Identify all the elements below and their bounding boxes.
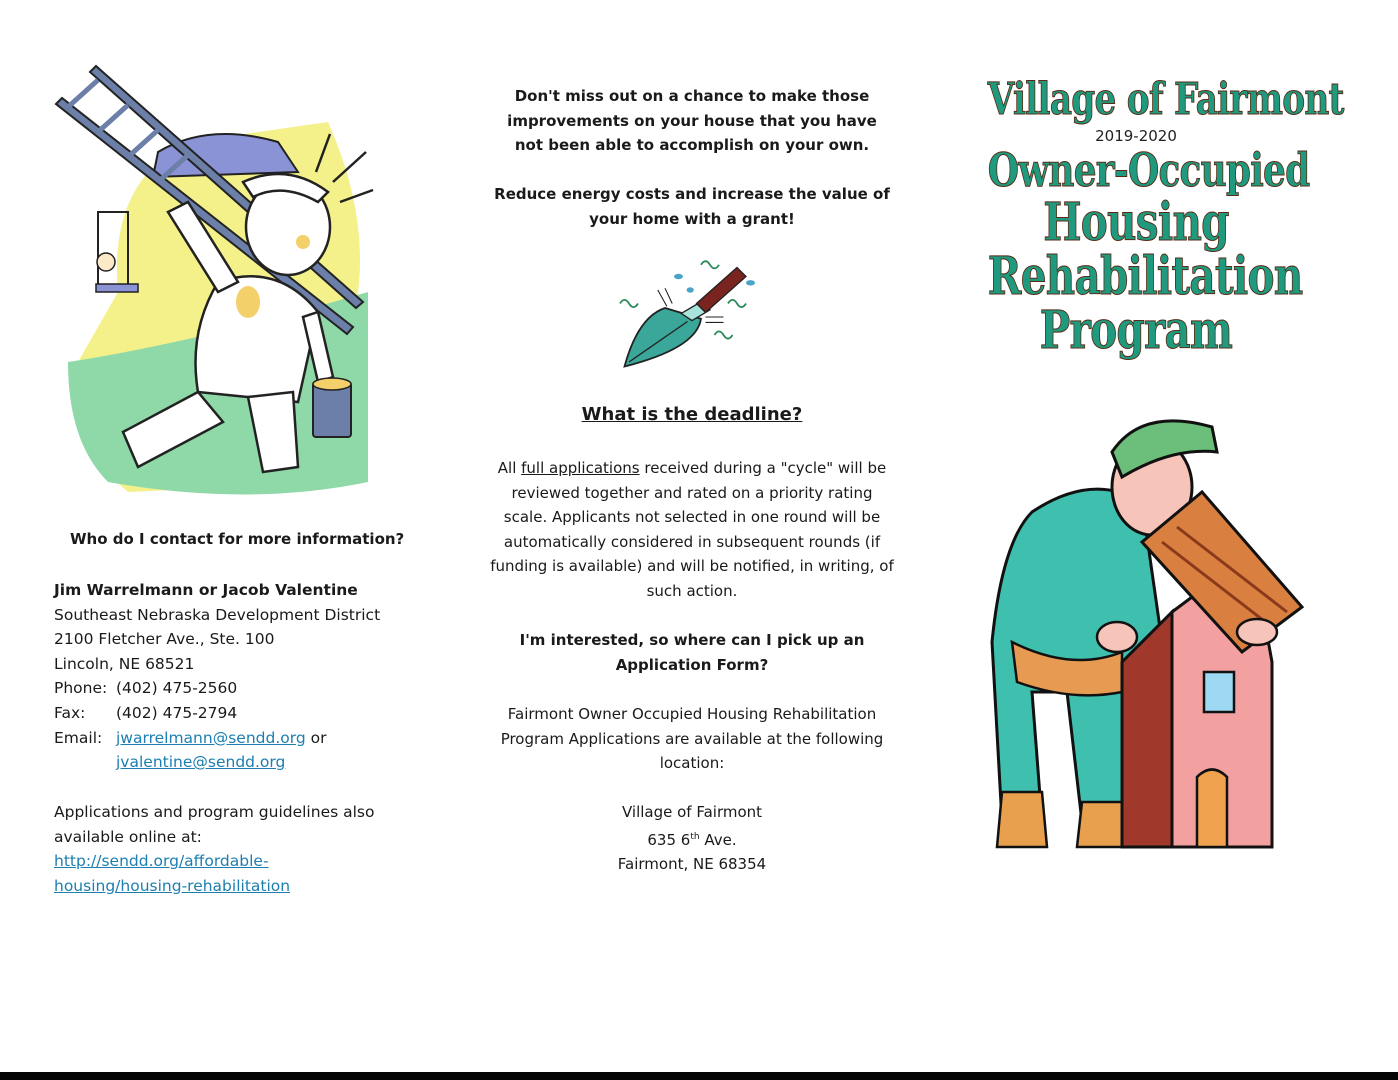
online-info (54, 800, 454, 898)
trowel-icon (602, 254, 782, 380)
location-name: Village of Fairmont (621, 803, 763, 821)
online-text-1: Applications and program guidelines also (54, 803, 375, 821)
program-year: 2019-2020 (1095, 127, 1177, 145)
email-label: Email: (54, 728, 103, 747)
scan-edge (0, 1072, 1398, 1080)
title-village: Village of Fairmont (987, 74, 1344, 125)
middle-panel (466, 0, 916, 1072)
email-or: or (310, 728, 327, 747)
organization: Southeast Nebraska Development District (54, 605, 381, 624)
phone-label: Phone: (54, 679, 108, 698)
online-text-2: available online at: (54, 827, 202, 846)
painter-illustration (48, 62, 388, 507)
intro-text: Don't miss out on a chance to make those improvements on your house that you have not been able to accomplish on your own. (507, 87, 877, 154)
fax-label: Fax: (54, 703, 86, 722)
cover-title (946, 72, 1344, 361)
title-rehabilitation: Rehabilitation (987, 246, 1303, 307)
deadline-heading: What is the deadline? (581, 404, 803, 425)
email-link-valentine[interactable]: jvalentine@sendd.org (116, 753, 286, 772)
phone-number: (402) 475-2560 (116, 679, 238, 698)
location-street: 635 6th Ave. (647, 830, 737, 849)
pickup-address (494, 800, 890, 877)
title-housing: Housing (1043, 192, 1229, 253)
builder-illustration (972, 392, 1312, 852)
interested-heading: I'm interested, so where can I pick up an Application Form? (519, 631, 865, 674)
email-row-2 (54, 750, 454, 775)
intro-text-2: Reduce energy costs and increase the value of your home with a grant! (494, 185, 890, 228)
title-program: Program (1039, 300, 1233, 361)
contact-heading: Who do I contact for more information? (70, 530, 405, 548)
location-city: Fairmont, NE 68354 (617, 855, 767, 874)
phone-row (54, 676, 454, 701)
fax-row (54, 701, 454, 726)
email-row (54, 726, 454, 751)
left-panel (0, 0, 466, 1072)
program-url-link[interactable]: http://sendd.org/affordable- (54, 852, 269, 871)
deadline-body: All full applications received during a "cycle" will be reviewed together and rated on a priority rating scale. Applicants not selected in one round will be automatically considered in subsequent rounds (if funding is available) and will be notified, in writing, of such action. (490, 459, 894, 600)
availability-text: Fairmont Owner Occupied Housing Rehabilitation Program Applications are available at the following location: (500, 705, 884, 773)
city-state-zip: Lincoln, NE 68521 (54, 654, 195, 673)
contact-block (54, 578, 454, 775)
street-address: 2100 Fletcher Ave., Ste. 100 (54, 630, 275, 649)
email-link-warrelmann[interactable]: jwarrelmann@sendd.org (116, 728, 306, 747)
full-applications-emphasis: full applications (521, 459, 640, 477)
right-panel (916, 0, 1398, 1072)
fax-number: (402) 475-2794 (116, 703, 238, 722)
title-owner-occupied: Owner-Occupied (987, 143, 1310, 197)
contact-names: Jim Warrelmann or Jacob Valentine (54, 581, 358, 599)
program-url-link-cont[interactable]: housing/housing-rehabilitation (54, 876, 291, 895)
